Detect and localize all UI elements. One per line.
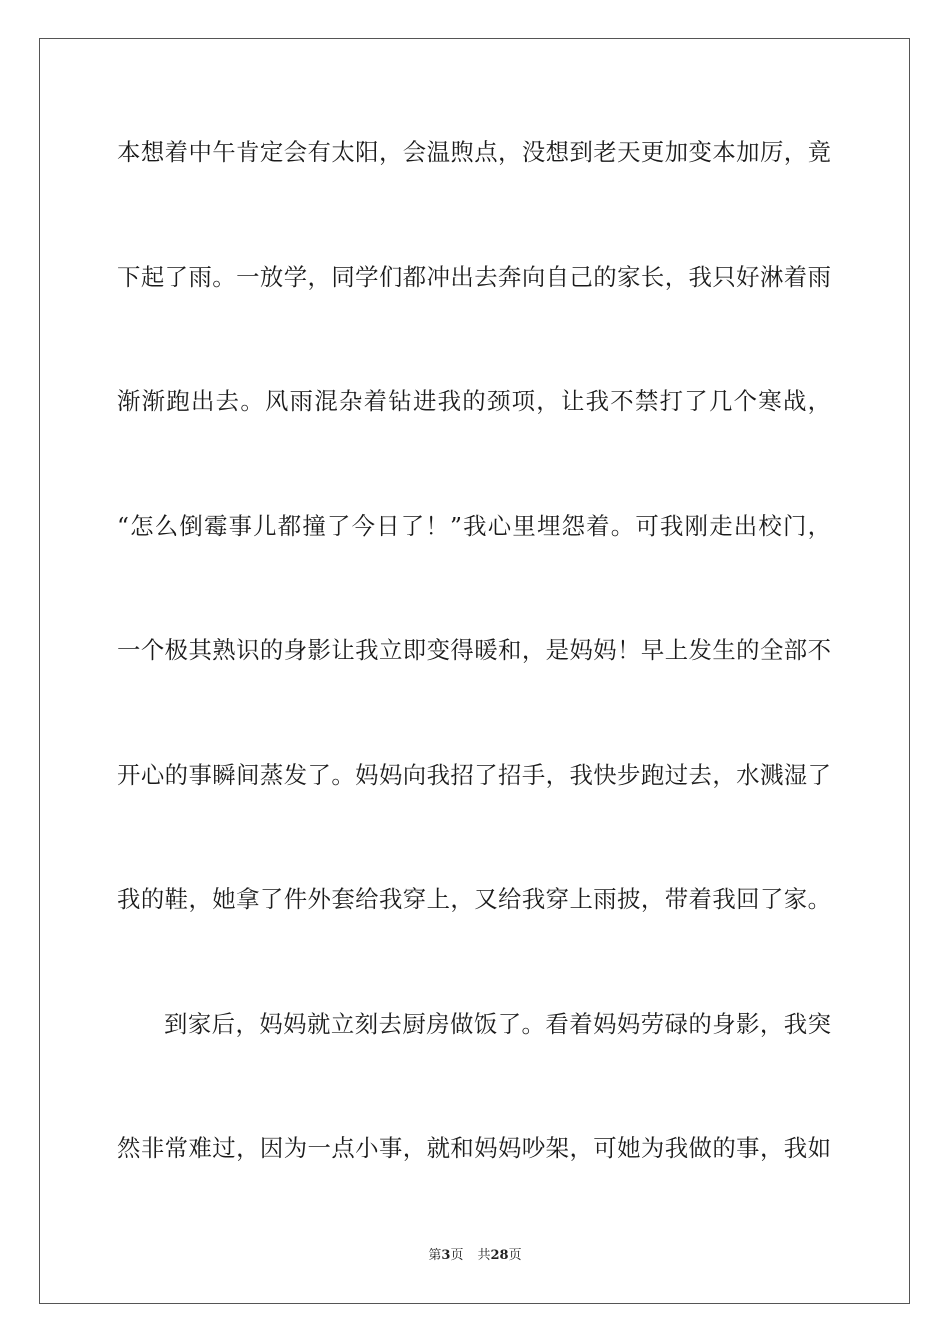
page-total: 28 — [490, 1248, 509, 1263]
paragraph-line: 渐渐跑出去。风雨混杂着钻进我的颈项，让我不禁打了几个寒战， — [117, 387, 831, 415]
page-footer — [0, 1247, 950, 1265]
paragraph-line: “怎么倒霉事儿都撞了今日了！”我心里埋怨着。可我刚走出校门， — [117, 512, 831, 540]
page-suffix: 页 — [450, 1248, 464, 1263]
paragraph-line: 一个极其熟识的身影让我立即变得暖和，是妈妈！早上发生的全部不 — [117, 636, 831, 664]
paragraph-line: 开心的事瞬间蒸发了。妈妈向我招了招手，我快步跑过去，水溅湿了 — [117, 761, 831, 789]
paragraph-line: 然非常难过，因为一点小事，就和妈妈吵架，可她为我做的事，我如 — [117, 1134, 831, 1162]
paragraph-line: 下起了雨。一放学，同学们都冲出去奔向自己的家长，我只好淋着雨 — [117, 263, 831, 291]
paragraph-line: 到家后，妈妈就立刻去厨房做饭了。看着妈妈劳碌的身影，我突 — [164, 1010, 831, 1038]
total-suffix: 页 — [508, 1248, 522, 1263]
page-current: 3 — [441, 1248, 451, 1263]
paragraph-line: 本想着中午肯定会有太阳，会温煦点，没想到老天更加变本加厉，竟 — [117, 138, 831, 166]
total-prefix: 共 — [477, 1248, 491, 1263]
page-border — [39, 38, 910, 1304]
page-prefix: 第 — [428, 1248, 442, 1263]
paragraph-line: 我的鞋，她拿了件外套给我穿上，又给我穿上雨披，带着我回了家。 — [117, 885, 831, 913]
